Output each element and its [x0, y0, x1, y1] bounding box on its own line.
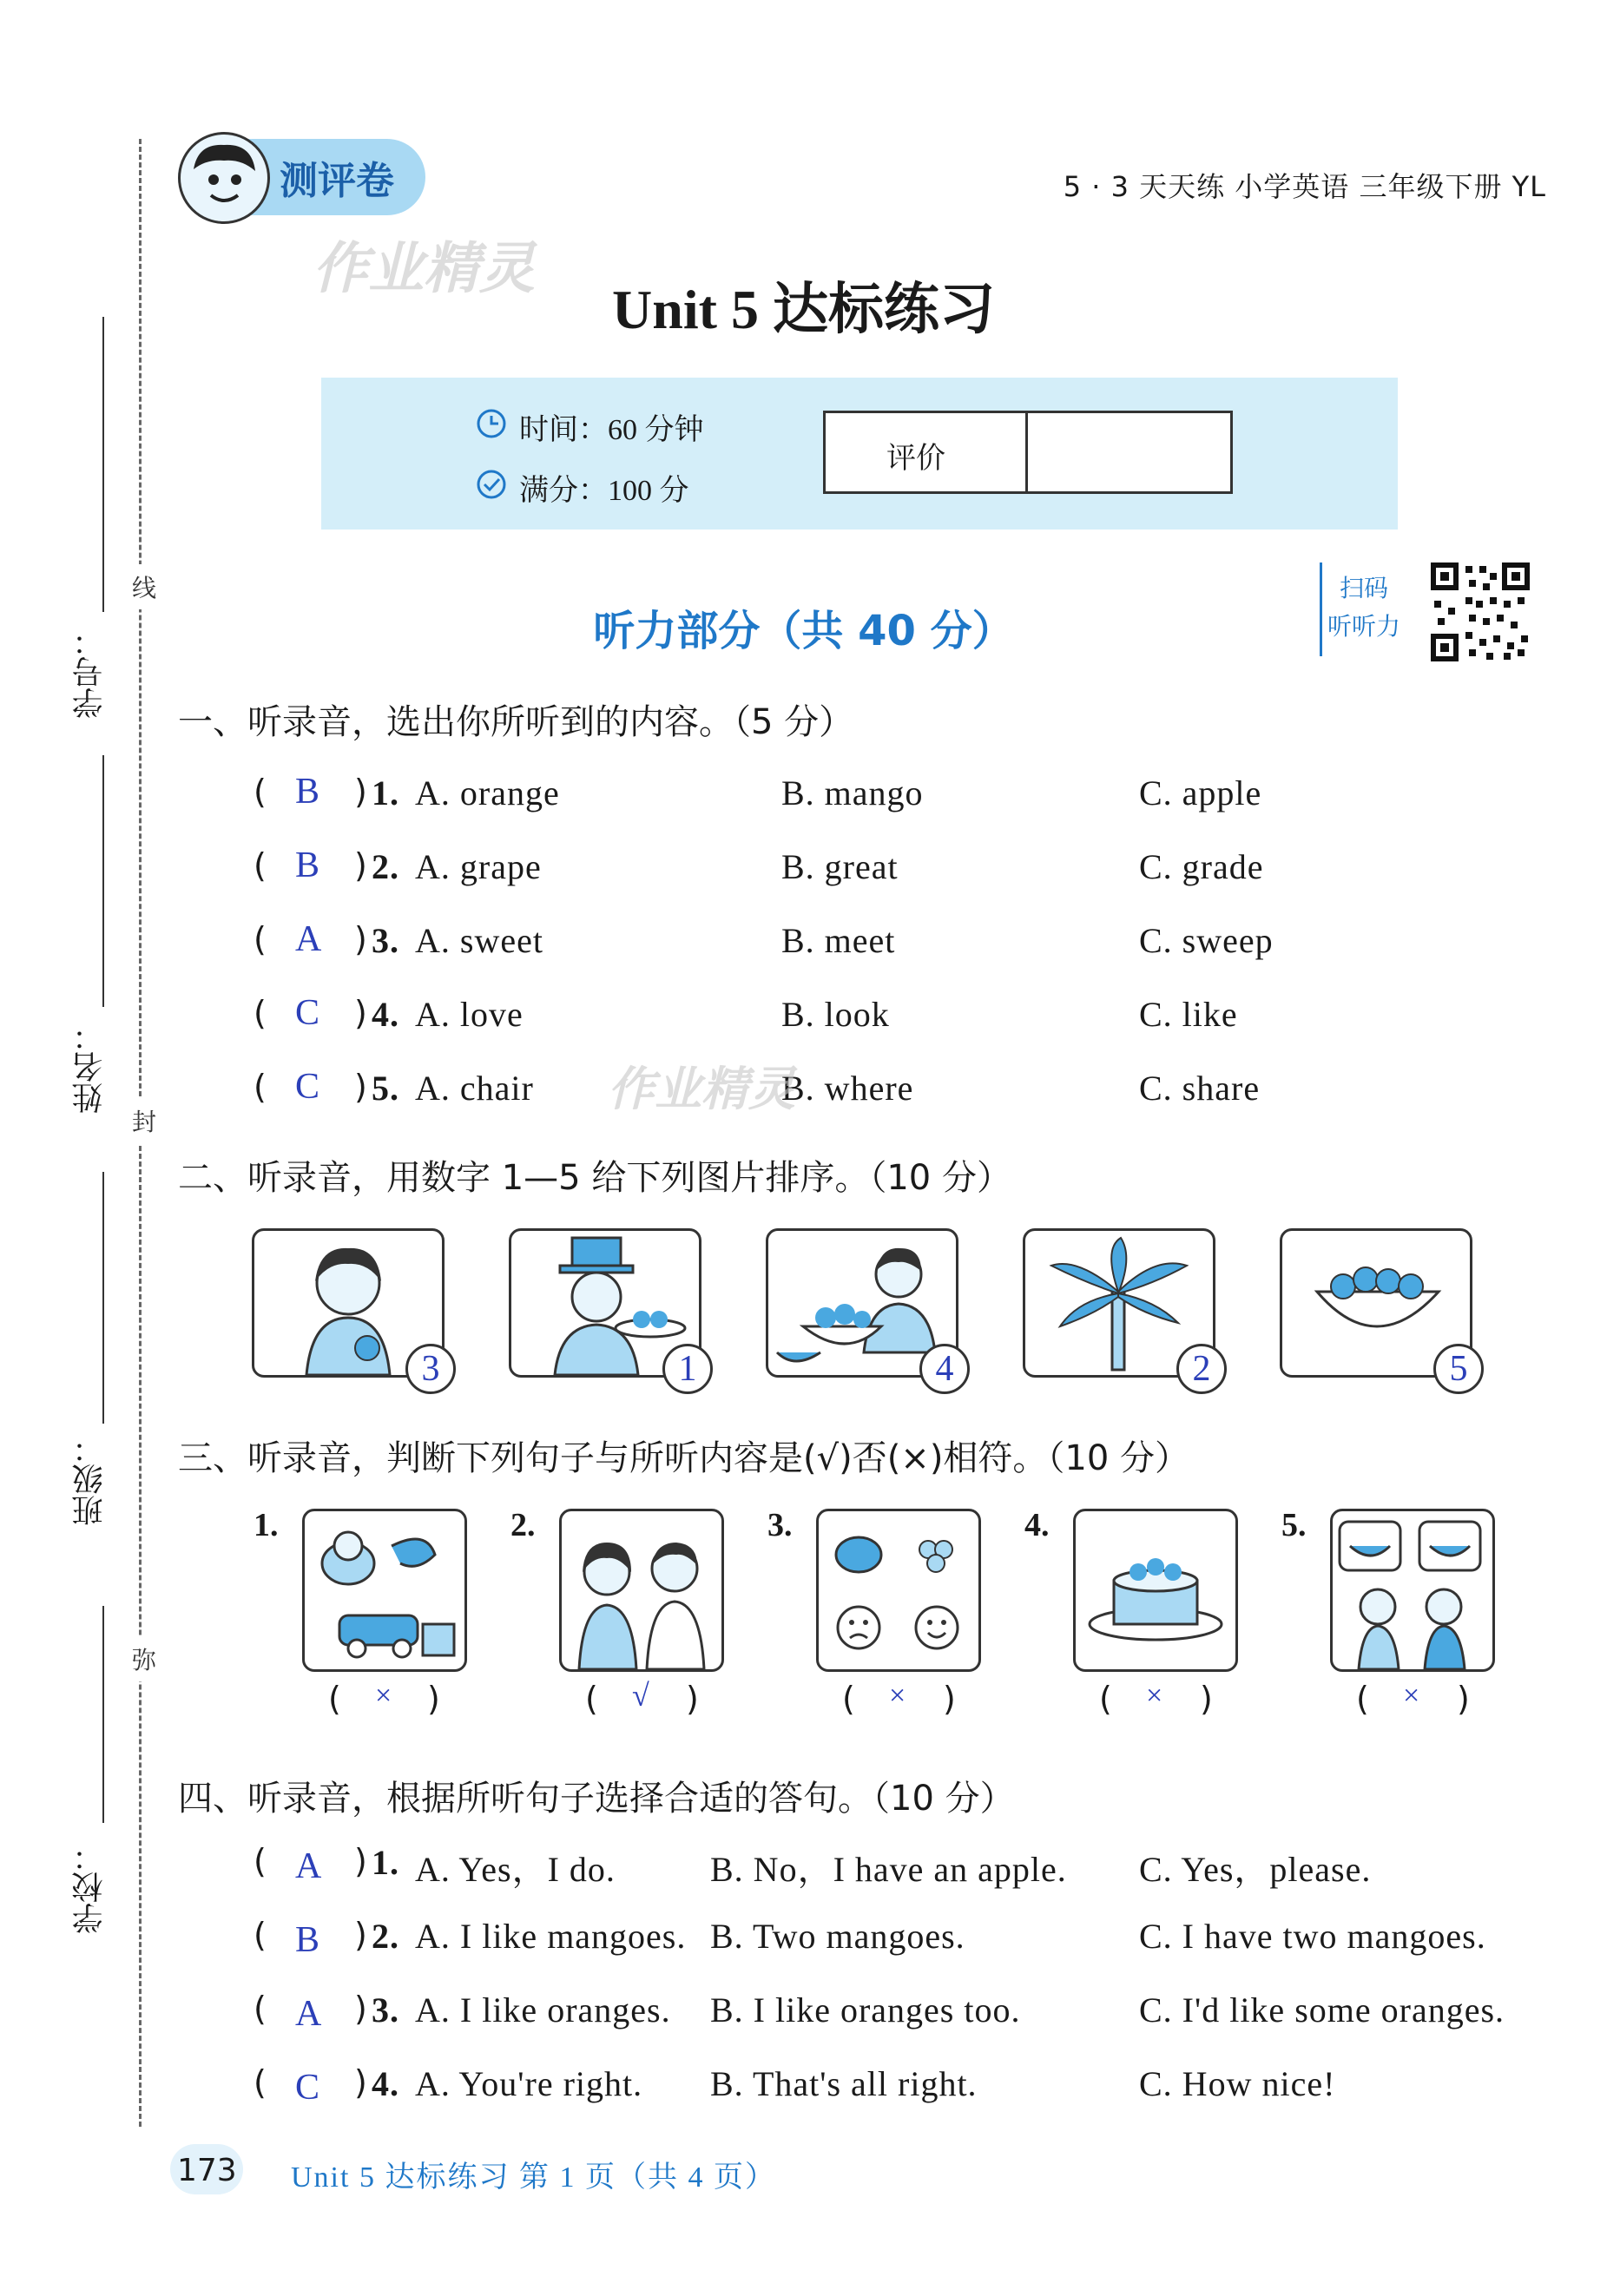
- answer-blank[interactable]: C: [295, 993, 320, 1033]
- option-a: A. Yes，I do.: [415, 1850, 616, 1889]
- order-number[interactable]: 5: [1433, 1344, 1484, 1394]
- order-number[interactable]: 2: [1176, 1344, 1227, 1394]
- answer-blank[interactable]: B: [295, 772, 320, 812]
- evaluation-box[interactable]: [823, 411, 1233, 494]
- option-c: C. Yes，please.: [1139, 1850, 1372, 1889]
- option-a: A. orange: [415, 773, 560, 812]
- item-number: 5.: [1281, 1507, 1307, 1543]
- name-line[interactable]: [102, 755, 104, 1007]
- part3-heading: 三、听录音，判断下列句子与所听内容是(√)否(×)相符。（10 分）: [178, 1438, 1190, 1478]
- answer-blank[interactable]: C: [295, 2068, 320, 2108]
- answer-blank[interactable]: A: [295, 1846, 322, 1886]
- option-b: B. That's all right.: [710, 2064, 978, 2103]
- answer-blank[interactable]: B: [295, 845, 320, 885]
- school-label: 学校：: [72, 1840, 108, 1934]
- seal-char-seal: 封: [132, 1098, 156, 1143]
- scan-box[interactable]: [1320, 562, 1425, 656]
- option-b: B. meet: [781, 921, 896, 960]
- scan-line-1: 扫码: [1340, 574, 1389, 602]
- watermark: 作业精灵: [313, 237, 535, 301]
- badge-label: 测评卷: [280, 159, 394, 203]
- option-a: A. I like mangoes.: [415, 1917, 687, 1956]
- option-c: C. I have two mangoes.: [1139, 1917, 1486, 1956]
- qr-code-icon[interactable]: [1431, 562, 1530, 661]
- order-number[interactable]: 1: [662, 1344, 713, 1394]
- item-number: 3.: [372, 921, 399, 960]
- part2-heading: 二、听录音，用数字 1—5 给下列图片排序。（10 分）: [178, 1158, 1011, 1198]
- option-b: B. I like oranges too.: [710, 1990, 1021, 2030]
- option-c: C. grade: [1139, 847, 1264, 886]
- item-number: 2.: [372, 1917, 399, 1956]
- check-circle-icon: [476, 469, 507, 503]
- option-a: A. chair: [415, 1069, 534, 1108]
- option-a: A. I like oranges.: [415, 1990, 671, 2030]
- option-c: C. share: [1139, 1069, 1261, 1108]
- page-number: 173: [177, 2153, 237, 2188]
- seal-char-line: 线: [132, 564, 156, 609]
- option-c: C. apple: [1139, 773, 1262, 812]
- evaluation-divider: [1025, 413, 1028, 491]
- option-a: A. love: [415, 995, 524, 1034]
- series-info: 5 · 3 天天练 小学英语 三年级下册 YL: [1063, 170, 1546, 203]
- option-c: C. How nice!: [1139, 2064, 1336, 2103]
- item-number: 1.: [254, 1507, 279, 1543]
- class-line[interactable]: [102, 1172, 104, 1424]
- listening-section-title: 听力部分（共 40 分）: [593, 607, 1014, 655]
- option-a: A. You're right.: [415, 2064, 643, 2103]
- item-number: 2.: [510, 1507, 536, 1543]
- picture-cake: [1073, 1509, 1238, 1672]
- item-number: 1.: [372, 773, 399, 812]
- item-number: 4.: [372, 2064, 399, 2103]
- item-number: 5.: [372, 1069, 399, 1108]
- item-number: 4.: [372, 995, 399, 1034]
- answer-blank[interactable]: C: [295, 1067, 320, 1107]
- item-number: 2.: [372, 847, 399, 886]
- mascot-icon: [178, 132, 270, 224]
- picture-two-kids: [559, 1509, 724, 1672]
- scan-line-2: 听听力: [1327, 612, 1401, 641]
- class-label: 班级：: [72, 1432, 108, 1526]
- footer-text: Unit 5 达标练习 第 1 页（共 4 页）: [291, 2161, 776, 2194]
- part4-heading: 四、听录音，根据所听句子选择合适的答句。（10 分）: [178, 1779, 1015, 1819]
- option-b: B. great: [781, 847, 899, 886]
- clock-icon: [476, 408, 507, 443]
- judge-answer[interactable]: ×: [889, 1680, 906, 1712]
- item-number: 4.: [1024, 1507, 1050, 1543]
- option-b: B. look: [781, 995, 890, 1034]
- page-title: Unit 5 达标练习: [612, 279, 995, 340]
- picture-fruits-faces: [816, 1509, 981, 1672]
- time-info: 时间：60 分钟: [519, 414, 704, 446]
- option-c: C. like: [1139, 995, 1238, 1034]
- judge-answer[interactable]: √: [632, 1678, 649, 1713]
- order-number[interactable]: 3: [405, 1344, 456, 1394]
- option-b: B. mango: [781, 773, 924, 812]
- option-b: B. where: [781, 1069, 914, 1108]
- item-number: 3.: [372, 1990, 399, 2030]
- item-number: 1.: [372, 1843, 399, 1882]
- watermark: 作业精灵: [608, 1062, 795, 1116]
- item-number: 3.: [767, 1507, 793, 1543]
- option-b: B. No，I have an apple.: [710, 1850, 1067, 1889]
- picture-toys: [302, 1509, 467, 1672]
- school-line[interactable]: [102, 1606, 104, 1823]
- score-info: 满分：100 分: [519, 475, 689, 507]
- answer-blank[interactable]: B: [295, 1920, 320, 1960]
- part1-heading: 一、听录音，选出你所听到的内容。（5 分）: [178, 702, 854, 742]
- judge-answer[interactable]: ×: [1403, 1680, 1420, 1712]
- picture-girls-bananas: [1330, 1509, 1495, 1672]
- order-number[interactable]: 4: [919, 1344, 970, 1394]
- judge-answer[interactable]: ×: [375, 1680, 392, 1712]
- number-label: 学号：: [72, 625, 108, 719]
- judge-answer[interactable]: ×: [1146, 1680, 1163, 1712]
- name-label: 姓名：: [72, 1020, 108, 1114]
- option-c: C. I'd like some oranges.: [1139, 1990, 1505, 2030]
- answer-blank[interactable]: A: [295, 1994, 322, 2034]
- option-a: A. sweet: [415, 921, 543, 960]
- option-a: A. grape: [415, 847, 542, 886]
- option-c: C. sweep: [1139, 921, 1274, 960]
- evaluation-label: 评价: [886, 441, 945, 476]
- answer-blank[interactable]: A: [295, 919, 322, 959]
- number-line[interactable]: [102, 317, 104, 612]
- option-b: B. Two mangoes.: [710, 1917, 965, 1956]
- seal-char-close: 弥: [132, 1636, 156, 1681]
